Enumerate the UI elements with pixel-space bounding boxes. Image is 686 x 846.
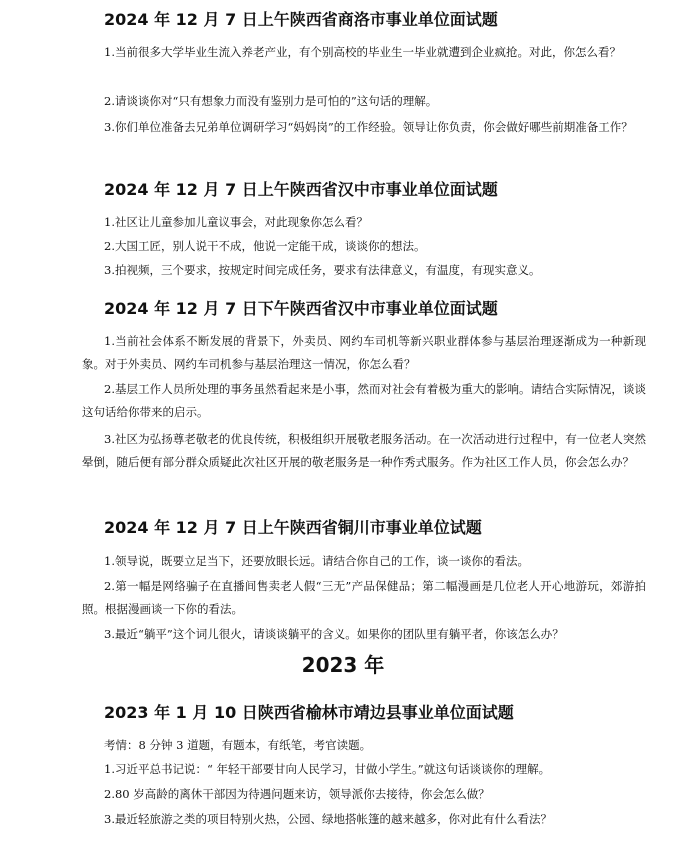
question-item: 2.第一幅是网络骗子在直播间售卖老人假“三无”产品保健品；第二幅漫画是几位老人开心地游玩，郊游拍照。根据漫画谈一下你的看法。 xyxy=(82,579,646,616)
question-item: 3.拍视频，三个要求，按规定时间完成任务，要求有法律意义，有温度，有现实意义。 xyxy=(104,263,541,277)
question-item: 2.80 岁高龄的离休干部因为待遇问题来访，领导派你去接待，你会怎么做？ xyxy=(104,787,490,801)
question-item: 1.习近平总书记说：“ 年轻干部要甘向人民学习，甘做小学生。”就这句话谈谈你的理解。 xyxy=(104,762,551,776)
section-title: 2024 年 12 月 7 日上午陕西省铜川市事业单位试题 xyxy=(104,518,482,537)
question-item: 3.社区为弘扬尊老敬老的优良传统，积极组织开展敬老服务活动。在一次活动进行过程中，有一位老人突然晕倒，随后便有部分群众质疑此次社区开展的敬老服务是一种作秀式服务。作为社区工作人员，你会怎么办？ xyxy=(82,432,646,469)
year-heading: 2023 年 xyxy=(301,653,385,677)
question-item: 3.最近“躺平”这个词儿很火，请谈谈躺平的含义。如果你的团队里有躺平者，你该怎么办？ xyxy=(104,627,564,641)
section-title: 2024 年 12 月 7 日上午陕西省汉中市事业单位面试题 xyxy=(104,180,498,199)
question-item: 1.当前社会体系不断发展的背景下，外卖员、网约车司机等新兴职业群体参与基层治理逐渐成为一种新现象。对于外卖员、网约车司机参与基层治理这一情况，你怎么看？ xyxy=(82,334,646,371)
exam-info: 考情：8 分钟 3 道题，有题本，有纸笔，考官读题。 xyxy=(104,738,372,752)
question-item: 2.请谈谈你对“只有想象力而没有鉴别力是可怕的”这句话的理解。 xyxy=(104,94,438,108)
question-item: 2.基层工作人员所处理的事务虽然看起来是小事，然而对社会有着极为重大的影响。请结合实际情况，谈谈这句话给你带来的启示。 xyxy=(82,382,646,419)
question-item: 1.领导说，既要立足当下，还要放眼长远。请结合你自己的工作，谈一谈你的看法。 xyxy=(104,554,529,568)
question-item: 3.最近轻旅游之类的项目特别火热，公园、绿地搭帐篷的越来越多，你对此有什么看法？ xyxy=(104,812,552,826)
question-item: 1.当前很多大学毕业生流入养老产业，有个别高校的毕业生一毕业就遭到企业疯抢。对此，你怎么看？ xyxy=(104,45,621,59)
section-title: 2024 年 12 月 7 日上午陕西省商洛市事业单位面试题 xyxy=(104,10,498,29)
question-item: 1.社区让儿童参加儿童议事会，对此现象你怎么看？ xyxy=(104,215,368,229)
question-item: 2.大国工匠，别人说干不成，他说一定能干成，谈谈你的想法。 xyxy=(104,239,426,253)
question-item: 3.你们单位准备去兄弟单位调研学习“妈妈岗”的工作经验。领导让你负责，你会做好哪些前期准备工作？ xyxy=(104,120,633,134)
section-title: 2024 年 12 月 7 日下午陕西省汉中市事业单位面试题 xyxy=(104,299,498,318)
section-title: 2023 年 1 月 10 日陕西省榆林市靖边县事业单位面试题 xyxy=(104,703,514,722)
